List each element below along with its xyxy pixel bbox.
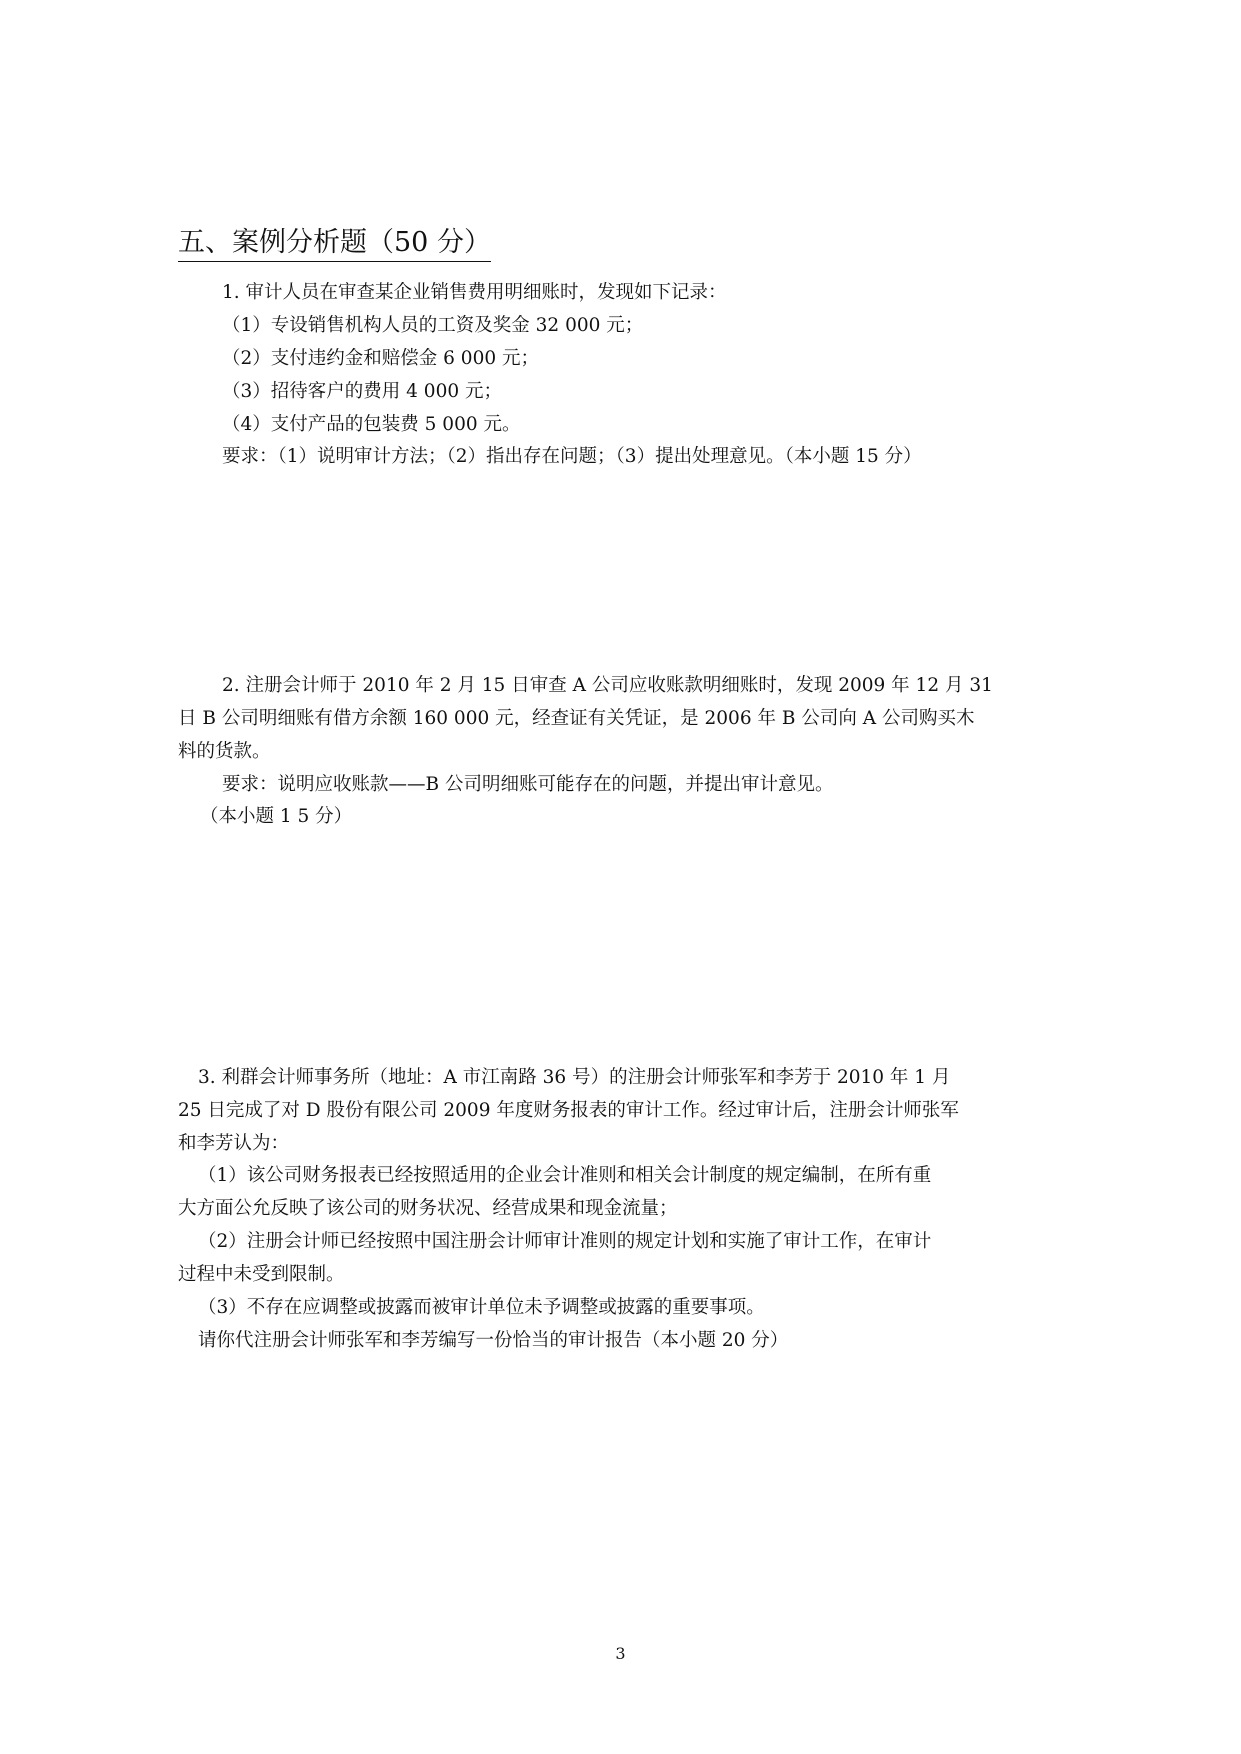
q2-line-2: 日 B 公司明细账有借方余额 160 000 元，经查证有关凭证，是 2006 年 B 公司向 A 公司购买木 [178, 708, 975, 729]
q3-item-2: （2）注册会计师已经按照中国注册会计师审计准则的规定计划和实施了审计工作，在审计 [198, 1231, 932, 1252]
q1-requirement: 要求：（1）说明审计方法；（2）指出存在问题；（3）提出处理意见。（本小题 15 分） [222, 446, 922, 467]
q2-line-1: 2. 注册会计师于 2010 年 2 月 15 日审查 A 公司应收账款明细账时，发现 2009 年 12 月 31 [222, 675, 993, 696]
q3-line-1: 3. 利群会计师事务所（地址：A 市江南路 36 号）的注册会计师张军和李芳于 2010 年 1 月 [198, 1067, 951, 1088]
q3-item-1: （1）该公司财务报表已经按照适用的企业会计准则和相关会计制度的规定编制，在所有重 [198, 1165, 932, 1186]
q2-points: （本小题 1 5 分） [200, 806, 353, 827]
q1-item-4: （4）支付产品的包装费 5 000 元。 [222, 414, 521, 435]
q1-stem: 1. 审计人员在审查某企业销售费用明细账时，发现如下记录： [222, 282, 727, 303]
q3-line-2: 25 日完成了对 D 股份有限公司 2009 年度财务报表的审计工作。经过审计后，注册会计师张军 [178, 1100, 959, 1121]
q1-item-1: （1）专设销售机构人员的工资及奖金 32 000 元； [222, 315, 644, 336]
q2-line-3: 料的货款。 [178, 741, 271, 762]
q3-requirement: 请你代注册会计师张军和李芳编写一份恰当的审计报告（本小题 20 分） [198, 1330, 789, 1351]
q1-item-2: （2）支付违约金和赔偿金 6 000 元； [222, 348, 539, 369]
q3-item-3: （3）不存在应调整或披露而被审计单位未予调整或披露的重要事项。 [198, 1297, 765, 1318]
page-number: 3 [615, 1644, 626, 1663]
section-title: 五、案例分析题（50 分） [178, 226, 491, 262]
q3-line-3: 和李芳认为： [178, 1133, 290, 1154]
q1-item-3: （3）招待客户的费用 4 000 元； [222, 381, 502, 402]
q3-item-2-cont: 过程中未受到限制。 [178, 1264, 345, 1285]
q2-requirement: 要求：说明应收账款——B 公司明细账可能存在的问题，并提出审计意见。 [222, 774, 834, 795]
q3-item-1-cont: 大方面公允反映了该公司的财务状况、经营成果和现金流量； [178, 1198, 678, 1219]
